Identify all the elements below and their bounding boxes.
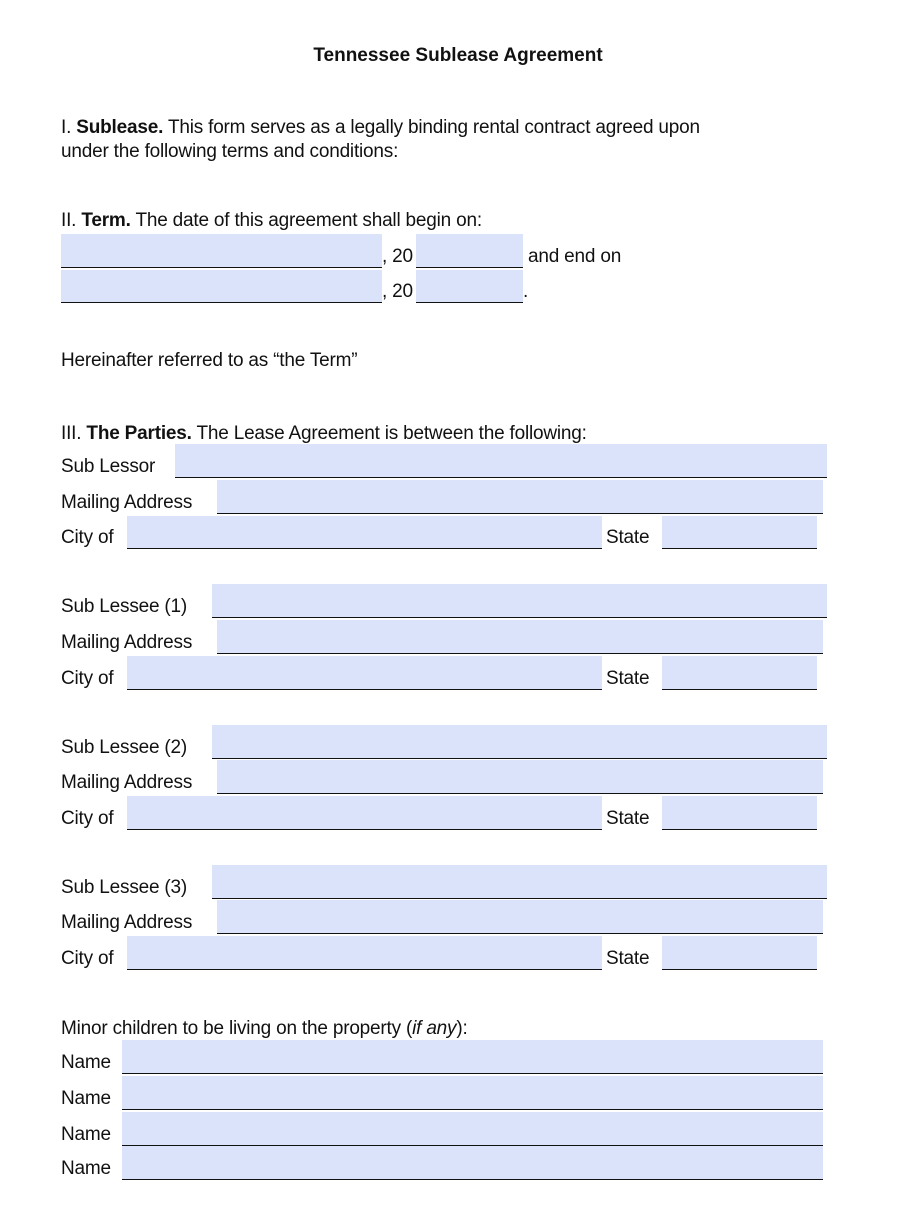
sub-lessee-3-mailing-field[interactable] <box>217 900 823 934</box>
document-title: Tennessee Sublease Agreement <box>313 45 603 66</box>
section-2-text: The date of this agreement shall begin on: <box>135 210 482 231</box>
minor-name-4-field[interactable] <box>122 1146 823 1180</box>
section-2-number: II. <box>61 210 77 231</box>
section-3-heading: The Parties. <box>86 423 192 444</box>
sub-lessee-2-label: Sub Lessee (2) <box>61 737 188 758</box>
sub-lessor-mailing-field[interactable] <box>217 480 823 514</box>
term-period: . <box>523 281 529 302</box>
section-1-heading: Sublease. <box>76 117 164 138</box>
section-3-heading-line <box>61 423 587 445</box>
sub-lessee-2-state-label: State <box>606 808 650 829</box>
sub-lessor-state-field[interactable] <box>662 516 817 549</box>
term-end-text: and end on <box>528 246 622 267</box>
section-1-text: This form serves as a legally binding rental contract agreed upon <box>167 117 700 138</box>
minors-heading <box>61 1018 468 1040</box>
minors-emphasis: if any <box>412 1018 457 1039</box>
hereinafter-text: Hereinafter referred to as “the Term” <box>61 350 358 371</box>
sub-lessee-3-city-label: City of <box>61 948 114 969</box>
sub-lessee-2-state-field[interactable] <box>662 796 817 830</box>
section-3-number: III. <box>61 423 82 444</box>
minor-name-1-label: Name <box>61 1052 111 1073</box>
minor-name-3-field[interactable] <box>122 1112 823 1146</box>
sub-lessee-2-mailing-field[interactable] <box>217 760 823 794</box>
sub-lessee-3-state-field[interactable] <box>662 936 817 970</box>
sub-lessee-1-state-label: State <box>606 668 650 689</box>
term-start-year-prefix: , 20 <box>382 246 413 267</box>
minor-name-4-label: Name <box>61 1158 111 1179</box>
sub-lessee-1-city-label: City of <box>61 668 114 689</box>
sub-lessor-mailing-label: Mailing Address <box>61 492 193 513</box>
sub-lessor-city-field[interactable] <box>127 516 602 549</box>
sub-lessee-3-mailing-label: Mailing Address <box>61 912 193 933</box>
term-end-date-field[interactable] <box>61 270 382 303</box>
sub-lessor-state-label: State <box>606 527 650 548</box>
section-2-heading-line <box>61 210 482 232</box>
sub-lessee-3-label: Sub Lessee (3) <box>61 877 188 898</box>
sub-lessee-2-field[interactable] <box>212 725 827 759</box>
sub-lessor-city-label: City of <box>61 527 114 548</box>
minors-text-before: Minor children to be living on the property ( <box>61 1018 413 1039</box>
sub-lessee-1-label: Sub Lessee (1) <box>61 596 188 617</box>
sub-lessee-1-field[interactable] <box>212 584 827 618</box>
section-1-line-2: under the following terms and conditions: <box>61 141 399 162</box>
sub-lessee-1-state-field[interactable] <box>662 656 817 690</box>
sub-lessee-1-mailing-label: Mailing Address <box>61 632 193 653</box>
minor-name-1-field[interactable] <box>122 1040 823 1074</box>
minors-text-after: ): <box>456 1018 468 1039</box>
section-1-line-1 <box>61 117 700 139</box>
section-2-heading: Term. <box>81 210 131 231</box>
sub-lessee-1-city-field[interactable] <box>127 656 602 690</box>
sub-lessee-2-mailing-label: Mailing Address <box>61 772 193 793</box>
section-3-text: The Lease Agreement is between the following: <box>196 423 587 444</box>
sub-lessor-label: Sub Lessor <box>61 456 156 477</box>
sub-lessee-3-state-label: State <box>606 948 650 969</box>
sub-lessee-3-city-field[interactable] <box>127 936 602 970</box>
term-end-year-field[interactable] <box>416 270 523 303</box>
term-start-date-field[interactable] <box>61 234 382 268</box>
minor-name-2-field[interactable] <box>122 1076 823 1110</box>
sub-lessee-1-mailing-field[interactable] <box>217 620 823 654</box>
term-start-year-field[interactable] <box>416 234 523 268</box>
sub-lessee-2-city-field[interactable] <box>127 796 602 830</box>
sub-lessee-2-city-label: City of <box>61 808 114 829</box>
term-end-year-prefix: , 20 <box>382 281 413 302</box>
section-1-number: I. <box>61 117 72 138</box>
sub-lessee-3-field[interactable] <box>212 865 827 899</box>
sub-lessor-field[interactable] <box>175 444 827 478</box>
minor-name-3-label: Name <box>61 1124 111 1145</box>
minor-name-2-label: Name <box>61 1088 111 1109</box>
